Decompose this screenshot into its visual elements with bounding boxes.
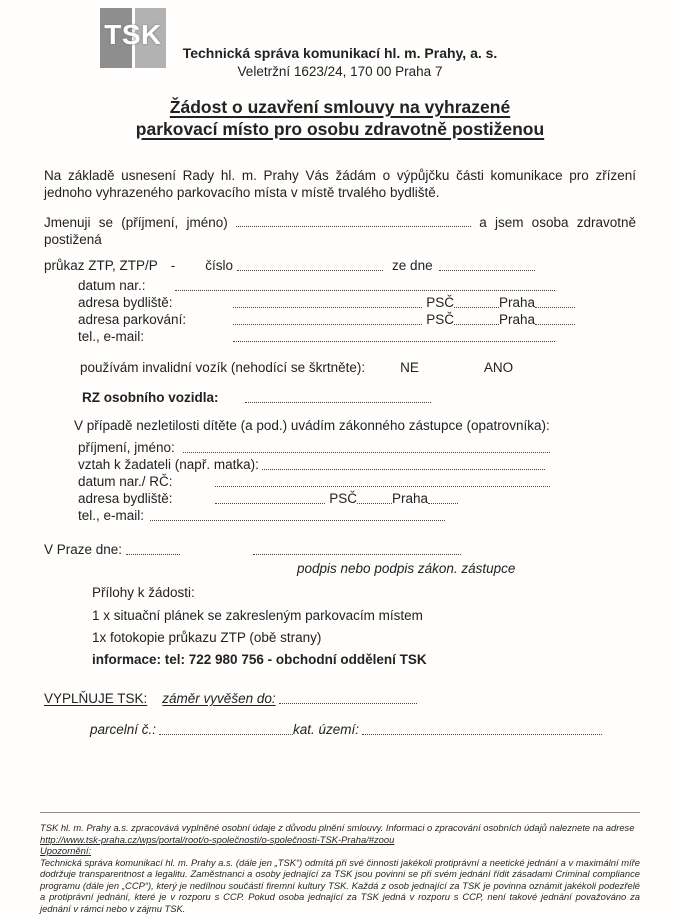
card-number-dotted-field: [237, 258, 383, 271]
notice-heading: Upozornění:: [40, 845, 92, 856]
card-dash: -: [170, 258, 176, 273]
applicant-name-line: [44, 214, 636, 248]
posted-until-dotted-field: [279, 691, 417, 704]
posted-until-label: záměr vyvěšen do:: [162, 691, 276, 706]
attachments-section: [92, 584, 636, 668]
guardian-name-row: [78, 439, 550, 456]
attachment-item-2: 1x fotokopie průkazu ZTP (obě strany): [92, 630, 322, 645]
psc-dotted-field: [357, 491, 392, 504]
guardian-birth-id-label: datum nar./ RČ:: [78, 474, 173, 489]
psc-label: PSČ: [329, 491, 357, 506]
birth-date-row: [78, 277, 555, 294]
address-home-dotted-field: [233, 295, 422, 308]
card-label: průkaz ZTP, ZTP/P: [44, 258, 158, 273]
form-title-line2: parkovací místo pro osobu zdravotně postiženou: [135, 119, 545, 139]
place-date-row: [44, 541, 636, 558]
attachments-heading: Přílohy k žádosti:: [92, 585, 195, 600]
guardian-contact-row: [78, 507, 445, 524]
psc-dotted-field: [454, 312, 499, 325]
guardian-contact-label: tel., e-mail:: [78, 508, 145, 523]
praha-label: Praha: [391, 491, 428, 506]
guardian-relation-row: [78, 456, 545, 473]
org-address: Veletržní 1623/24, 170 00 Praha 7: [237, 64, 443, 79]
place-date-label: V Praze dne:: [44, 542, 123, 557]
vehicle-plate-label: RZ osobního vozidla:: [82, 390, 219, 405]
card-date-label: ze dne: [392, 258, 433, 273]
contact-label: tel., e-mail:: [78, 329, 145, 344]
intro-paragraph: Na základě usnesení Rady hl. m. Prahy Vás žádám o výpůjčku části komunikace pro zřízení jednoho vyhrazeného parkovacího místa v místě trvalého bydliště.: [44, 168, 636, 200]
guardian-birth-id-dotted-field: [215, 474, 550, 487]
guardian-contact-dotted-field: [150, 508, 445, 521]
guardian-name-label: příjmení, jméno:: [78, 440, 175, 455]
address-home-label: adresa bydliště:: [78, 295, 173, 310]
guardian-address-label: adresa bydliště:: [78, 491, 173, 506]
praha-dotted-field: [535, 295, 575, 308]
parcel-dotted-field: [159, 722, 293, 735]
guardian-name-dotted-field: [183, 440, 550, 453]
wheelchair-question: používám invalidní vozík (nehodící se škrtněte):: [80, 360, 366, 375]
guardian-relation-dotted-field: [262, 457, 545, 470]
psc-label: PSČ: [426, 295, 454, 310]
card-number-label: číslo: [205, 258, 234, 273]
address-parking-dotted-field: [233, 312, 422, 325]
wheelchair-question-row: [80, 359, 636, 376]
tsk-fill-heading: VYPLŇUJE TSK:: [44, 691, 148, 706]
contact-dotted-field: [233, 329, 555, 342]
cadastre-label: kat. území:: [293, 722, 360, 737]
birth-date-label: datum nar.:: [78, 278, 146, 293]
card-number-row: [44, 257, 636, 274]
attachment-item-1: 1 x situační plánek se zakresleným parkovacím místem: [92, 608, 423, 623]
gdpr-note: TSK hl. m. Prahy a.s. zpracovává vyplněné osobní údaje z důvodu plnění smlouvy. Informaci o zpracování osobních údajů naleznete na adrese: [40, 822, 635, 833]
cadastre-dotted-field: [362, 722, 602, 735]
card-date-dotted-field: [439, 258, 535, 271]
guardian-relation-label: vztah k žadateli (např. matka):: [78, 457, 259, 472]
psc-label: PSČ: [426, 312, 454, 327]
guardian-address-dotted-field: [215, 491, 325, 504]
org-name: Technická správa komunikací hl. m. Prahy, a. s.: [182, 45, 498, 61]
psc-dotted-field: [454, 295, 499, 308]
vehicle-plate-row: [82, 389, 636, 406]
birth-date-dotted-field: [175, 278, 555, 291]
praha-dotted-field: [535, 312, 575, 325]
form-title-line1: Žádost o uzavření smlouvy na vyhrazené: [169, 97, 511, 117]
form-title: [44, 96, 636, 140]
vehicle-plate-dotted-field: [245, 390, 431, 403]
info-phone-line: informace: tel: 722 980 756 - obchodní oddělení TSK: [92, 652, 427, 667]
signature-dotted-field: [253, 542, 461, 555]
applicant-fields: [78, 277, 636, 345]
contact-row: [78, 328, 555, 345]
option-ne: NE: [400, 360, 419, 375]
footer-url: http://www.tsk-praha.cz/wps/portal/root/o-společnosti/o-společnosti-TSK-Praha/#zoou: [40, 833, 395, 845]
logo-text: TSK: [104, 19, 162, 50]
guardian-birth-id-row: [78, 473, 550, 490]
praha-label: Praha: [498, 295, 535, 310]
tsk-office-row: [44, 690, 636, 707]
name-suffix: a jsem osoba zdravotně postižená: [44, 215, 636, 247]
tsk-logo: [100, 8, 166, 68]
guardian-heading: V případě nezletilosti dítěte (a pod.) uvádím zákonného zástupce (opatrovníka):: [74, 418, 550, 433]
guardian-address-row: [78, 490, 458, 507]
praha-dotted-field: [428, 491, 458, 504]
parcel-label: parcelní č.:: [90, 722, 157, 737]
footer-legal: [40, 812, 640, 914]
address-parking-label: adresa parkování:: [78, 312, 187, 327]
option-ano: ANO: [483, 360, 514, 375]
address-home-row: [78, 294, 575, 311]
signature-caption: podpis nebo podpis zákon. zástupce: [297, 561, 516, 576]
praha-label: Praha: [498, 312, 535, 327]
notice-text: Technická správa komunikací hl. m. Prahy a.s. (dále jen „TSK“) odmítá při své činnosti jakékoli protiprávní a neetické jednání a v maximální míře dodržuje transparentnost a legalitu. Zaměstnanci a osoby jednající za TSK jsou povinni se při svém jednání řídit zásadami Criminal compliance programu (dále jen „CCP“), který je nedílnou součástí firemní kultury TSK. Každá z osob jednající za TSK je povinna oznámit jakékoli podezřelé a protiprávní jednání, které je v rozporu s CCP. Pokud osoba jednající za TSK jedná v rozporu s CCP, není takové jednání považováno za jednání v rámci nebo v zájmu TSK.: [40, 856, 640, 914]
address-parking-row: [78, 311, 575, 328]
parcel-row: [90, 721, 636, 738]
date-dotted-field: [126, 542, 180, 555]
name-label: Jmenuji se (příjmení, jméno): [44, 215, 228, 230]
name-dotted-field: [236, 216, 471, 227]
guardian-fields: [78, 439, 636, 524]
